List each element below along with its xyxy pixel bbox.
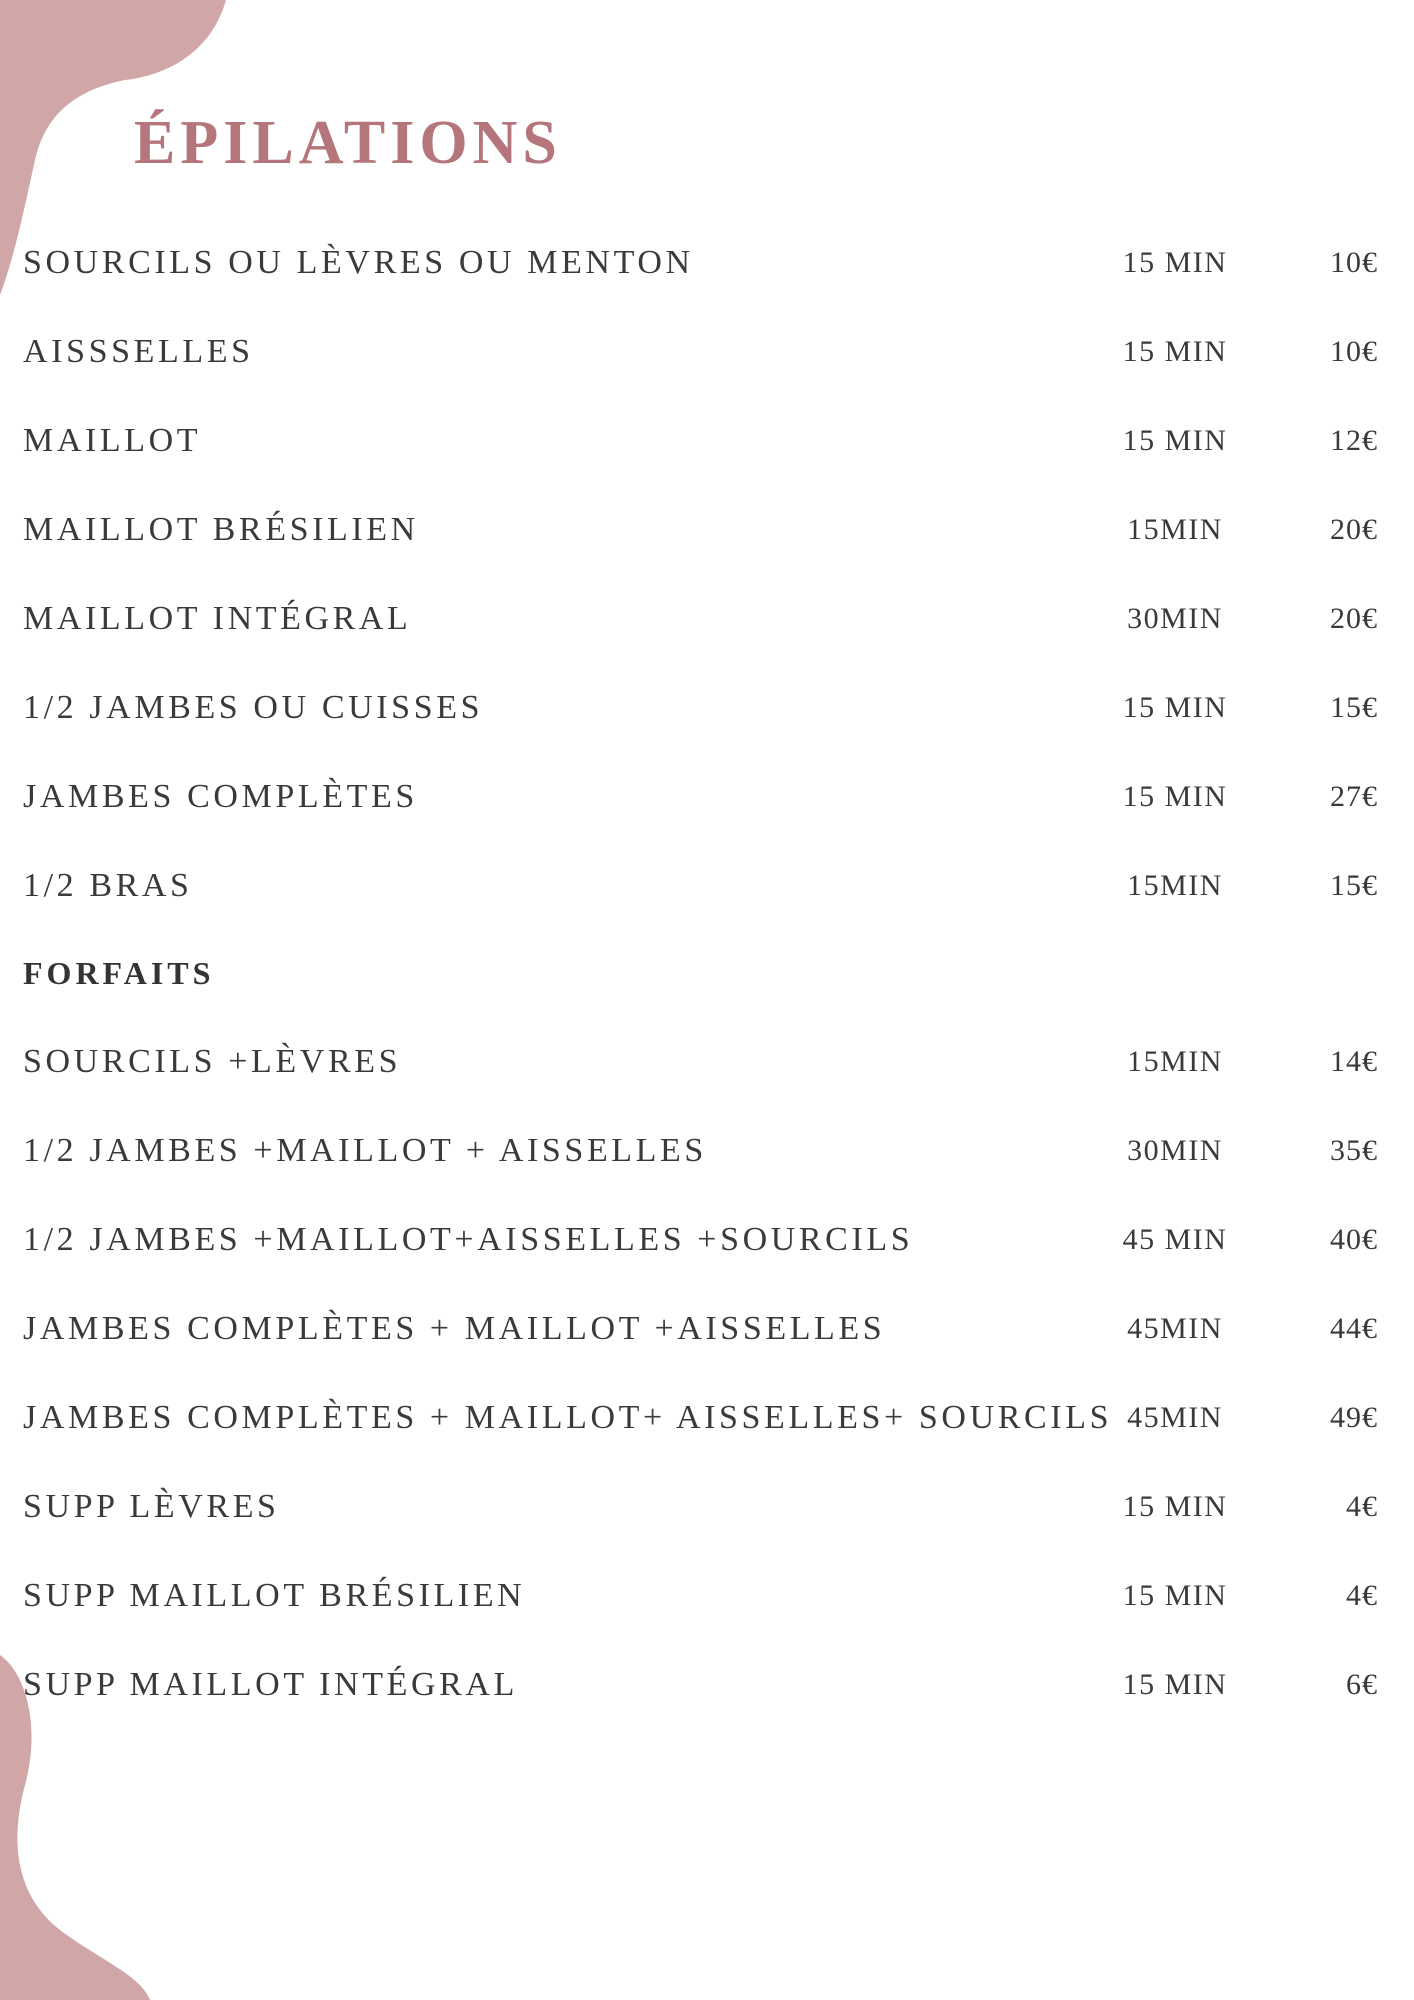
list-item [23, 1121, 1383, 1181]
page-title: ÉPILATIONS [134, 109, 562, 177]
list-item [23, 411, 1383, 471]
service-duration: 15MIN [1127, 513, 1223, 546]
forfait-duration: 15 MIN [1122, 1668, 1228, 1701]
service-name: SOURCILS OU LÈVRES OU MENTON [23, 244, 694, 281]
service-price: 15€ [1330, 869, 1378, 902]
forfait-price: 4€ [1346, 1490, 1378, 1523]
list-item [23, 500, 1383, 560]
decorative-blob-bottom [0, 1655, 160, 2000]
service-duration: 15 MIN [1122, 335, 1228, 368]
list-item [23, 1477, 1383, 1537]
forfait-duration: 45MIN [1127, 1401, 1223, 1434]
service-name: MAILLOT [23, 422, 202, 459]
forfait-name: SUPP MAILLOT INTÉGRAL [23, 1666, 518, 1703]
service-price: 20€ [1330, 602, 1378, 635]
forfait-name: JAMBES COMPLÈTES + MAILLOT+ AISSELLES+ SOURCILS [23, 1399, 1113, 1436]
forfait-price: 40€ [1330, 1223, 1378, 1256]
service-duration: 15 MIN [1122, 246, 1228, 279]
list-item [23, 1299, 1383, 1359]
service-name: 1/2 JAMBES OU CUISSES [23, 689, 484, 726]
forfait-price: 35€ [1330, 1134, 1378, 1167]
forfait-duration: 15MIN [1127, 1045, 1223, 1078]
list-item [23, 678, 1383, 738]
list-item [23, 1032, 1383, 1092]
service-name: MAILLOT BRÉSILIEN [23, 511, 419, 548]
list-item [23, 589, 1383, 649]
forfait-price: 44€ [1330, 1312, 1378, 1345]
list-item [23, 856, 1383, 916]
forfaits-heading: FORFAITS [23, 955, 215, 991]
forfait-duration: 45MIN [1127, 1312, 1223, 1345]
service-duration: 15 MIN [1122, 424, 1228, 457]
service-price: 10€ [1330, 246, 1378, 279]
list-item [23, 767, 1383, 827]
price-list [23, 0, 1383, 2000]
service-duration: 15MIN [1127, 869, 1223, 902]
list-item [23, 1566, 1383, 1626]
service-duration: 30MIN [1127, 602, 1223, 635]
forfait-price: 49€ [1330, 1401, 1378, 1434]
list-item [23, 1210, 1383, 1270]
service-duration: 15 MIN [1122, 691, 1228, 724]
forfait-duration: 45 MIN [1122, 1223, 1228, 1256]
service-price: 12€ [1330, 424, 1378, 457]
service-name: JAMBES COMPLÈTES [23, 778, 418, 815]
service-price: 27€ [1330, 780, 1378, 813]
forfait-name: JAMBES COMPLÈTES + MAILLOT +AISSELLES [23, 1310, 886, 1347]
list-item [23, 322, 1383, 382]
service-price: 20€ [1330, 513, 1378, 546]
forfait-name: SUPP LÈVRES [23, 1488, 280, 1525]
service-name: MAILLOT INTÉGRAL [23, 600, 412, 637]
service-duration: 15 MIN [1122, 780, 1228, 813]
service-name: AISSSELLES [23, 333, 254, 370]
forfait-name: 1/2 JAMBES +MAILLOT + AISSELLES [23, 1132, 707, 1169]
list-item [23, 1655, 1383, 1715]
service-price: 15€ [1330, 691, 1378, 724]
forfait-name: SOURCILS +LÈVRES [23, 1043, 402, 1080]
list-item [23, 233, 1383, 293]
list-item [23, 1388, 1383, 1448]
service-price: 10€ [1330, 335, 1378, 368]
forfait-price: 4€ [1346, 1579, 1378, 1612]
forfait-name: 1/2 JAMBES +MAILLOT+AISSELLES +SOURCILS [23, 1221, 914, 1258]
forfait-price: 14€ [1330, 1045, 1378, 1078]
forfait-name: SUPP MAILLOT BRÉSILIEN [23, 1577, 526, 1614]
forfait-duration: 15 MIN [1122, 1579, 1228, 1612]
service-name: 1/2 BRAS [23, 867, 193, 904]
forfait-price: 6€ [1346, 1668, 1378, 1701]
forfait-duration: 30MIN [1127, 1134, 1223, 1167]
forfait-duration: 15 MIN [1122, 1490, 1228, 1523]
